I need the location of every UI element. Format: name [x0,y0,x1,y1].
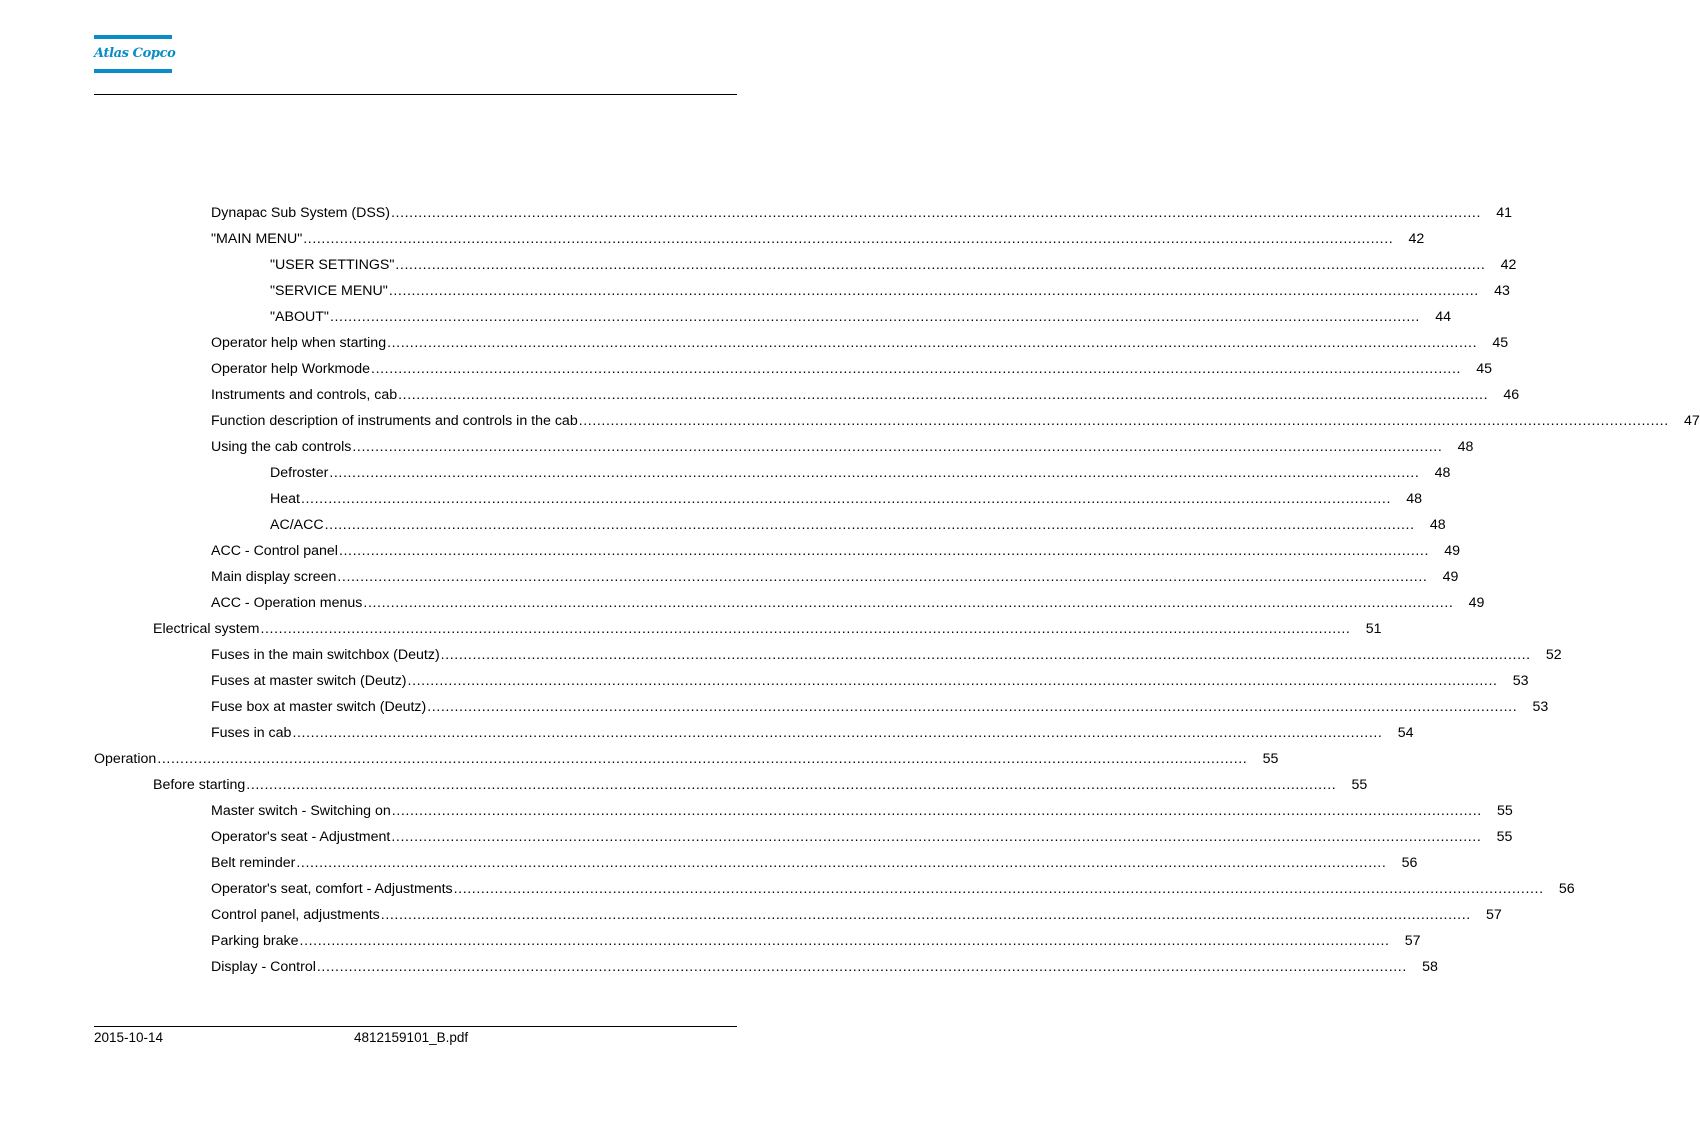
toc-dot-leader: ................................................................................................................................................................................................................................................ [299,933,1390,949]
toc-entry[interactable] [0,278,1510,304]
toc-entry[interactable] [0,460,1451,486]
toc-dot-leader: ................................................................................................................................................................................................................................................ [427,699,1518,715]
toc-entry-title: Main display screen [211,569,337,585]
toc-entry-page: 58 [1422,959,1438,975]
toc-entry-page: 49 [1444,543,1460,559]
toc-entry[interactable] [0,720,1414,746]
toc-entry-title: Master switch - Switching on [211,803,391,819]
toc-dot-leader: ................................................................................................................................................................................................................................................ [157,751,1248,767]
toc-dot-leader: ................................................................................................................................................................................................................................................ [329,309,1420,325]
toc-entry-title: Operator help Workmode [211,361,371,377]
toc-entry-title: Operator's seat - Adjustment [211,829,391,845]
toc-entry[interactable] [0,850,1418,876]
toc-dot-leader: ................................................................................................................................................................................................................................................ [337,569,1428,585]
toc-dot-leader: ................................................................................................................................................................................................................................................ [329,465,1420,481]
toc-entry-page: 46 [1503,387,1520,403]
toc-entry[interactable] [0,252,1517,278]
toc-entry-title: Parking brake [211,933,299,949]
toc-entry-title: Using the cab controls [211,439,352,455]
toc-entry-page: 45 [1476,361,1493,377]
toc-entry[interactable] [0,590,1485,616]
toc-entry[interactable] [0,694,1549,720]
toc-entry-page: 56 [1558,881,1575,897]
toc-entry-page: 53 [1532,699,1549,715]
toc-entry-title: Display - Control [211,959,316,975]
toc-entry-page: 49 [1442,569,1459,585]
toc-dot-leader: ................................................................................................................................................................................................................................................ [395,257,1486,273]
toc-dot-leader: ................................................................................................................................................................................................................................................ [303,231,1394,247]
toc-entry-title: "SERVICE MENU" [270,283,388,299]
toc-dot-leader: ................................................................................................................................................................................................................................................ [316,959,1407,975]
toc-entry-title: Before starting [153,777,246,793]
toc-entry[interactable] [0,512,1446,538]
toc-entry-title: Operator's seat, comfort - Adjustments [211,881,453,897]
toc-entry-title: Operation [94,751,157,767]
toc-dot-leader: ................................................................................................................................................................................................................................................ [352,439,1443,455]
toc-entry[interactable] [0,538,1460,564]
toc-entry[interactable] [0,564,1459,590]
toc-entry-title: "MAIN MENU" [211,231,303,247]
toc-entry-page: 51 [1365,621,1382,637]
toc-entry[interactable] [0,902,1502,928]
toc-entry[interactable] [0,668,1529,694]
toc-entry-page: 57 [1404,933,1421,949]
toc-entry-title: Heat [270,491,300,507]
atlas-copco-logo [94,35,176,74]
toc-entry[interactable] [0,486,1422,512]
toc-entry-page: 52 [1545,647,1562,663]
toc-entry-page: 47 [1683,413,1700,429]
logo-top-band [94,35,172,39]
footer-divider [94,1026,737,1027]
toc-entry[interactable] [0,304,1451,330]
toc-entry[interactable] [0,434,1474,460]
toc-dot-leader: ................................................................................................................................................................................................................................................ [398,387,1489,403]
toc-dot-leader: ................................................................................................................................................................................................................................................ [380,907,1471,923]
toc-entry-page: 45 [1492,335,1509,351]
footer-filename: 4812159101_B.pdf [354,1030,469,1045]
header-divider [94,94,737,95]
toc-entry-title: Belt reminder [211,855,296,871]
toc-entry-title: Electrical system [153,621,260,637]
toc-dot-leader: ................................................................................................................................................................................................................................................ [363,595,1454,611]
toc-entry-page: 55 [1262,751,1279,767]
toc-entry-title: Fuses at master switch (Deutz) [211,673,407,689]
toc-dot-leader: ................................................................................................................................................................................................................................................ [292,725,1383,741]
toc-entry-page: 56 [1401,855,1418,871]
toc-entry-title: Operator help when starting [211,335,387,351]
toc-entry-page: 49 [1468,595,1485,611]
toc-dot-leader: ................................................................................................................................................................................................................................................ [371,361,1462,377]
toc-entry-page: 53 [1512,673,1529,689]
toc-entry-title: Fuses in cab [211,725,292,741]
toc-dot-leader: ................................................................................................................................................................................................................................................ [440,647,1531,663]
toc-entry[interactable] [0,382,1520,408]
toc-entry[interactable] [0,798,1513,824]
toc-entry[interactable] [0,330,1509,356]
toc-dot-leader: ................................................................................................................................................................................................................................................ [260,621,1351,637]
toc-entry[interactable] [0,226,1425,252]
toc-dot-leader: ................................................................................................................................................................................................................................................ [391,829,1482,845]
toc-entry-page: 48 [1406,491,1422,507]
toc-entry-title: AC/ACC [270,517,324,533]
toc-dot-leader: ................................................................................................................................................................................................................................................ [391,205,1482,221]
toc-entry-title: Function description of instruments and controls in the cab [211,413,578,429]
toc-entry-title: "USER SETTINGS" [270,257,395,273]
table-of-contents [0,200,1700,980]
toc-entry-title: Dynapac Sub System (DSS) [211,205,390,221]
toc-entry[interactable] [0,746,1279,772]
toc-entry-title: Instruments and controls, cab [211,387,398,403]
toc-entry-title: Control panel, adjustments [211,907,380,923]
toc-dot-leader: ................................................................................................................................................................................................................................................ [391,803,1482,819]
toc-entry-page: 55 [1496,829,1513,845]
toc-dot-leader: ................................................................................................................................................................................................................................................ [388,283,1479,299]
toc-dot-leader: ................................................................................................................................................................................................................................................ [296,855,1387,871]
toc-entry[interactable] [0,772,1368,798]
toc-entry[interactable] [0,876,1575,902]
toc-entry[interactable] [0,928,1421,954]
toc-entry-page: 48 [1429,517,1446,533]
toc-entry-page: 48 [1457,439,1474,455]
toc-entry-page: 41 [1496,205,1513,221]
toc-entry-title: ACC - Control panel [211,543,338,559]
logo-wordmark: Atlas Copco [94,46,176,61]
toc-dot-leader: ................................................................................................................................................................................................................................................ [387,335,1478,351]
toc-dot-leader: ................................................................................................................................................................................................................................................ [453,881,1544,897]
toc-entry-title: Fuses in the main switchbox (Deutz) [211,647,440,663]
toc-entry[interactable] [0,616,1382,642]
toc-entry[interactable] [0,824,1513,850]
logo-bottom-band [94,69,172,73]
toc-entry-page: 48 [1434,465,1451,481]
toc-entry-page: 55 [1497,803,1513,819]
toc-entry-page: 54 [1397,725,1414,741]
toc-entry-page: 43 [1494,283,1510,299]
toc-entry-title: "ABOUT" [270,309,329,325]
toc-dot-leader: ................................................................................................................................................................................................................................................ [324,517,1415,533]
toc-dot-leader: ................................................................................................................................................................................................................................................ [300,491,1391,507]
toc-entry-title: Defroster [270,465,329,481]
toc-entry-title: ACC - Operation menus [211,595,363,611]
toc-entry[interactable] [0,408,1700,434]
toc-dot-leader: ................................................................................................................................................................................................................................................ [246,777,1337,793]
toc-entry[interactable] [0,642,1562,668]
toc-entry-page: 44 [1435,309,1451,325]
toc-entry[interactable] [0,356,1493,382]
toc-entry-page: 57 [1486,907,1502,923]
footer-date: 2015-10-14 [94,1030,164,1045]
toc-entry[interactable] [0,954,1438,980]
toc-entry-page: 42 [1408,231,1425,247]
toc-entry-page: 42 [1500,257,1517,273]
toc-entry-title: Fuse box at master switch (Deutz) [211,699,427,715]
toc-entry[interactable] [0,200,1513,226]
toc-entry-page: 55 [1351,777,1368,793]
toc-dot-leader: ................................................................................................................................................................................................................................................ [578,413,1669,429]
toc-dot-leader: ................................................................................................................................................................................................................................................ [338,543,1429,559]
toc-dot-leader: ................................................................................................................................................................................................................................................ [407,673,1498,689]
